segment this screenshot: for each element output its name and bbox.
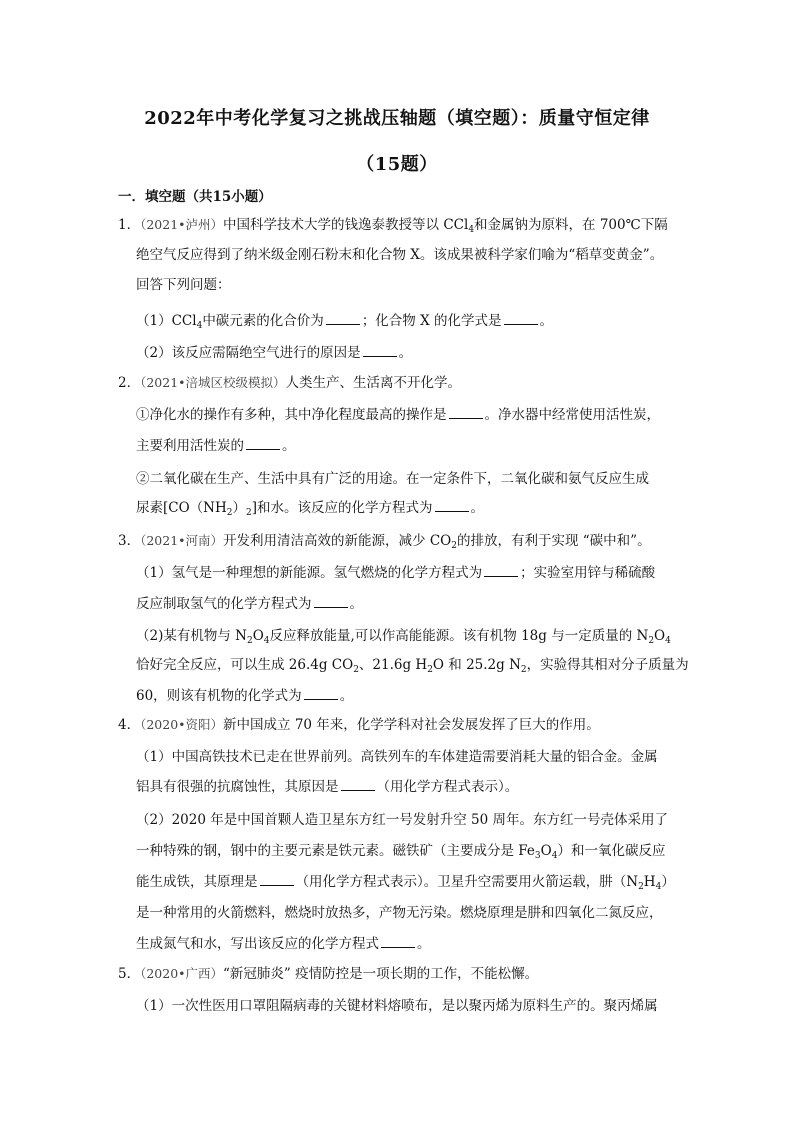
answer-blank — [260, 872, 294, 886]
question-5-part-1: （1）一次性医用口罩阻隔病毒的关键材料熔喷布，是以聚丙烯为原料生产的。聚丙烯属 — [136, 998, 658, 1014]
question-4-part-1-cont: 铝具有很强的抗腐蚀性，其原因是 （用化学方程式表示）。 — [136, 779, 519, 795]
question-source: （2021•泸州） — [140, 217, 224, 232]
question-2-part-2: ②二氧化碳在生产、生活中具有广泛的用途。在一定条件下，二氧化碳和氨气反应生成 — [136, 471, 649, 487]
answer-blank — [484, 563, 518, 577]
question-3-part-1-cont: 反应制取氢气的化学方程式为 。 — [136, 596, 363, 612]
question-4-part-2-line-3: 能生成铁，其原理是 （用化学方程式表示）。卫星升空需要用火箭运载，肼$(N_2H_4)$ — [136, 874, 675, 892]
question-4-part-2: （2）2020 年是中国首颗人造卫星东方红一号发射升空 50 周年。东方红一号壳体采用了 — [136, 812, 668, 828]
answer-blank — [504, 311, 538, 325]
page-subtitle: （15题） — [356, 154, 438, 175]
question-2-part-1-cont: 主要利用活性炭的 。 — [136, 438, 296, 454]
question-2-part-2-cont: 尿素$[CO(NH_2)_2]$和水。该反应的化学方程式为 。 — [136, 500, 484, 518]
page-title: 2022年中考化学复习之挑战压轴题（填空题）：质量守恒定律 — [144, 108, 650, 129]
question-number: 2． — [118, 375, 141, 391]
question-4-part-2-line-5: 生成氮气和水，写出该反应的化学方程式 。 — [136, 936, 431, 952]
answer-blank — [381, 934, 415, 948]
question-3-part-2-cont: 恰好完全反应，可以生成 26.4g $CO_2$、21.6g $H_2O$ 和 25.2g $N_2$，实验得其相对分子质量为 — [136, 657, 689, 675]
question-4-part-1: （1）中国高铁技术已走在世界前列。高铁列车的车体建造需要消耗大量的铝合金。金属 — [136, 749, 658, 765]
question-5-line-1: 5．（2020•广西）“新冠肺炎” 疫情防控是一项长期的工作，不能松懈。 — [118, 966, 539, 982]
question-4-part-2-cont: 一种特殊的钢，钢中的主要元素是铁元素。磁铁矿（主要成分是 $Fe_3O_4$）和一氧化碳反应 — [136, 843, 666, 861]
question-source: （2021•河南） — [140, 533, 224, 548]
question-4-line-1: 4．（2020•资阳）新中国成立 70 年来，化学学科对社会发展发挥了巨大的作用。 — [118, 717, 600, 733]
answer-blank — [435, 498, 469, 512]
question-number: 5． — [118, 966, 141, 982]
answer-blank — [314, 594, 348, 608]
question-source: （2020•资阳） — [140, 717, 224, 732]
question-1-line-2: 绝空气反应得到了纳米级金刚石粉末和化合物 X。该成果被科学家们喻为“稻草变黄金”。 — [136, 247, 664, 263]
question-3-part-2: （2)某有机物与 $N_2O_4$反应释放能量,可以作高能能源。该有机物 18g 与一定质量的 $N_2O_4$ — [136, 628, 671, 646]
question-source: （2020•广西） — [140, 966, 224, 981]
question-1-line-3: 回答下列问题： — [136, 277, 231, 293]
answer-blank — [326, 311, 360, 325]
question-1-line-1: 1．（2021•泸州）中国科学技术大学的钱逸泰教授等以 CCl$_4$和金属钠为原料，在 700℃下隔 — [118, 217, 668, 235]
question-source: （2021•涪城区校级模拟） — [140, 375, 286, 390]
question-number: 1． — [118, 217, 141, 233]
question-3-line-1: 3．（2021•河南）开发利用清洁高效的新能源，减少 $CO_2$的排放，有利于实现 “碳中和”。 — [118, 533, 651, 551]
answer-blank — [363, 343, 397, 357]
question-3-part-2-end: 60，则该有机物的化学式为 。 — [136, 688, 354, 704]
question-3-part-1: （1）氢气是一种理想的新能源。氢气燃烧的化学方程式为 ；实验室用锌与稀硫酸 — [136, 565, 656, 581]
question-1-part-2: （2）该反应需隔绝空气进行的原因是 。 — [136, 345, 413, 361]
question-1-part-1: （1）CCl$_4$中碳元素的化合价为 ；化合物 X 的化学式是 。 — [136, 313, 554, 331]
question-number: 4． — [118, 717, 141, 733]
question-2-line-1: 2．（2021•涪城区校级模拟）人类生产、生活离不开化学。 — [118, 375, 462, 391]
answer-blank — [304, 686, 338, 700]
answer-blank — [341, 777, 375, 791]
question-2-part-1: ①净化水的操作有多种，其中净化程度最高的操作是 。净水器中经常使用活性炭， — [136, 407, 660, 423]
section-heading: 一．填空题（共15小题） — [118, 189, 272, 205]
answer-blank — [246, 436, 280, 450]
question-4-part-2-line-4: 是一种常用的火箭燃料，燃烧时放热多，产物无污染。燃烧原理是肼和四氧化二氮反应， — [136, 905, 663, 921]
answer-blank — [449, 405, 483, 419]
question-number: 3． — [118, 533, 141, 549]
